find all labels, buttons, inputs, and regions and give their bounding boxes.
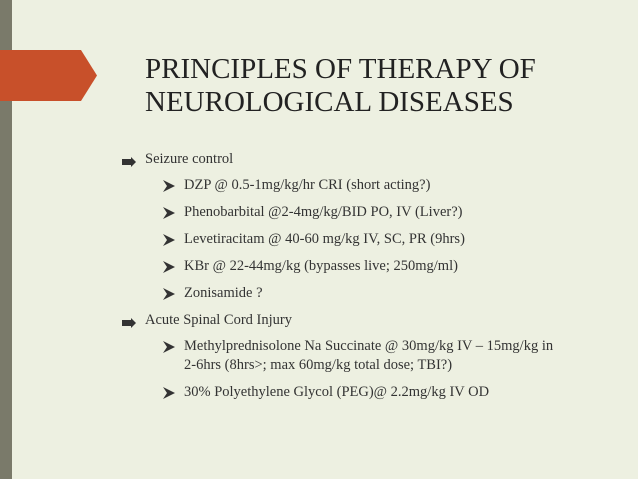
bullet-item (122, 150, 622, 168)
sub-bullet-text: 2-6hrs (8hrs>; max 60mg/kg total dose; TBI?) (184, 357, 453, 373)
bullet-label: Seizure control (145, 151, 234, 167)
sub-bullet-text: DZP @ 0.5-1mg/kg/hr CRI (short acting?) (184, 177, 431, 193)
sub-bullet-text: Zonisamide ? (184, 285, 263, 301)
triangle-bullet-icon (163, 206, 175, 218)
title-accent-arrow (0, 50, 97, 101)
sub-bullet-text: Levetiracitam @ 40-60 mg/kg IV, SC, PR (9hrs) (184, 231, 465, 247)
slide-title (145, 53, 615, 119)
sub-bullet-item (122, 203, 622, 222)
triangle-bullet-icon (163, 260, 175, 272)
sub-bullet-item (122, 284, 622, 303)
bullet-label: Acute Spinal Cord Injury (145, 312, 292, 328)
slide-title-line-2: NEUROLOGICAL DISEASES (145, 86, 514, 118)
sub-bullet-item (122, 337, 622, 375)
slide-title-line-1: PRINCIPLES OF THERAPY OF (145, 53, 536, 85)
sub-bullet-text: 30% Polyethylene Glycol (PEG)@ 2.2mg/kg IV OD (184, 384, 490, 400)
sub-bullet-item (122, 383, 622, 402)
triangle-bullet-icon (163, 179, 175, 191)
sub-bullet-item (122, 176, 622, 195)
sub-bullet-text: KBr @ 22-44mg/kg (bypasses live; 250mg/ml) (184, 258, 458, 274)
sub-bullet-item (122, 230, 622, 249)
arrow-bullet-icon (122, 154, 136, 164)
triangle-bullet-icon (163, 386, 175, 398)
sub-bullet-text: Phenobarbital @2-4mg/kg/BID PO, IV (Liver?) (184, 204, 463, 220)
triangle-bullet-icon (163, 233, 175, 245)
sub-bullet-item (122, 257, 622, 276)
sub-bullet-text: Methylprednisolone Na Succinate @ 30mg/kg IV – 15mg/kg in (184, 338, 554, 354)
bullet-item (122, 311, 622, 329)
triangle-bullet-icon (163, 340, 175, 352)
bullet-list (122, 150, 622, 410)
arrow-bullet-icon (122, 315, 136, 325)
triangle-bullet-icon (163, 287, 175, 299)
